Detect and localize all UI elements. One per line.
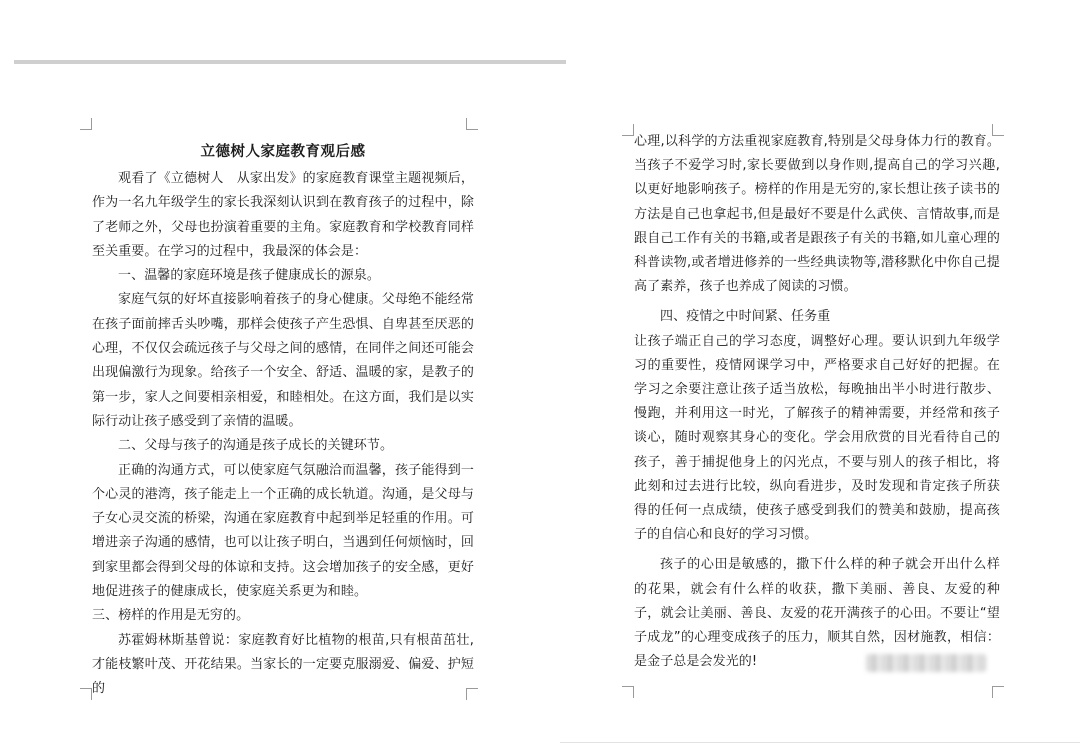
section-body-3: 苏霍姆林斯基曾说：家庭教育好比植物的根苗,只有根苗茁壮,才能枝繁叶茂、开花结果。当家长的一定要克服溺爱、偏爱、护短的 [92,632,474,697]
margin-corner-top-left [622,124,634,136]
page-bottom-edge [560,742,1080,743]
section-body-2: 正确的沟通方式，可以使家庭气氛融洽而温馨，孩子能得到一个心灵的港湾，孩子能走上一个正确的成长轨道。沟通，是父母与子女心灵交流的桥梁，沟通在家庭教育中起到举足轻重的作用。可增进亲子沟通的感情，也可以让孩子明白，当遇到任何烦恼时，回到家里都会得到父母的体谅和支持。这会增加孩子的安全感，更好地促进孩子的健康成长，使家庭关系更为和睦。 [92,462,474,600]
section-heading-4: 四、疫情之中时间紧、任务重 [660,309,831,325]
section-heading-3: 三、榜样的作用是无穷的。 [92,608,250,624]
section-body-4: 让孩子端正自己的学习态度，调整好心理。要认识到九年级学习的重要性，疫情网课学习中，严格要求自己好好的把握。在学习之余要注意让孩子适当放松，每晚抽出半小时进行散步、慢跑，并利用这一时光，了解孩子的精神需要，并经常和孩子谈心，随时观察其身心的变化。学会用欣赏的目光看待自己的孩子，善于捕捉他身上的闪光点，不要与别人的孩子相比，将此刻和过去进行比较，纵向看进步，及时发现和肯定孩子所获得的任何一点成绩，使孩子感受到我们的赞美和鼓励，提高孩子的自信心和良好的学习习惯。 [634,333,1000,543]
closing-paragraph: 孩子的心田是敏感的，撒下什么样的种子就会开出什么样的花果，就会有什么样的收获，撒下美丽、善良、友爱的种子，就会让美丽、善良、友爱的花开满孩子的心田。不要让“望子成龙”的心理变成孩子的压力，顺其自然，因材施教，相信：是金子总是会发光的! [634,557,1000,670]
intro-paragraph: 观看了《立德树人 从家出发》的家庭教育课堂主题视频后，作为一名九年级学生的家长我深刻认识到在教育孩子的过程中，除了老师之外，父母也扮演着重要的主角。家庭教育和学校教育同样至关重要。在学习的过程中，我最深的体会是： [92,171,474,259]
continued-paragraph: 心理,以科学的方法重视家庭教育,特别是父母身体力行的教育。当孩子不爱学习时,家长要做到以身作则,提高自己的学习兴趣,以更好地影响孩子。榜样的作用是无穷的,家长想让孩子读书的方法是自己也拿起书,但是最好不要是什么武侠、言情故事,而是跟自己工作有关的书籍,或者是跟孩子有关的书籍,如儿童心理的科普读物,或者增进修养的一些经典读物等,潜移默化中你自己提高了素养，孩子也养成了阅读的习惯。 [634,134,1000,295]
margin-corner-bottom-left [80,688,92,700]
section-heading-2: 二、父母与孩子的沟通是孩子成长的关键环节。 [118,438,394,454]
margin-corner-bottom-left [622,686,634,698]
page-body-continued [634,130,1000,674]
redacted-signature [866,654,986,672]
section-heading-1: 一、温馨的家庭环境是孩子健康成长的源泉。 [118,268,381,284]
margin-corner-top-right [466,118,478,130]
section-body-1: 家庭气氛的好坏直接影响着孩子的身心健康。父母绝不能经常在孩子面前摔舌头吵嘴，那样会使孩子产生恐惧、自卑甚至厌恶的心理，不仅仅会疏远孩子与父母之间的感情，在同伴之间还可能会出现偏激行为现象。给孩子一个安全、舒适、温暖的家，是教子的第一步，家人之间要相亲相爱，和睦相处。在这方面，我们是以实际行动让孩子感受到了亲情的温暖。 [92,292,474,429]
margin-corner-top-left [80,118,92,130]
page-body [92,140,474,702]
document-title: 立德树人家庭教育观后感 [200,144,366,160]
margin-corner-bottom-right [992,686,1004,698]
